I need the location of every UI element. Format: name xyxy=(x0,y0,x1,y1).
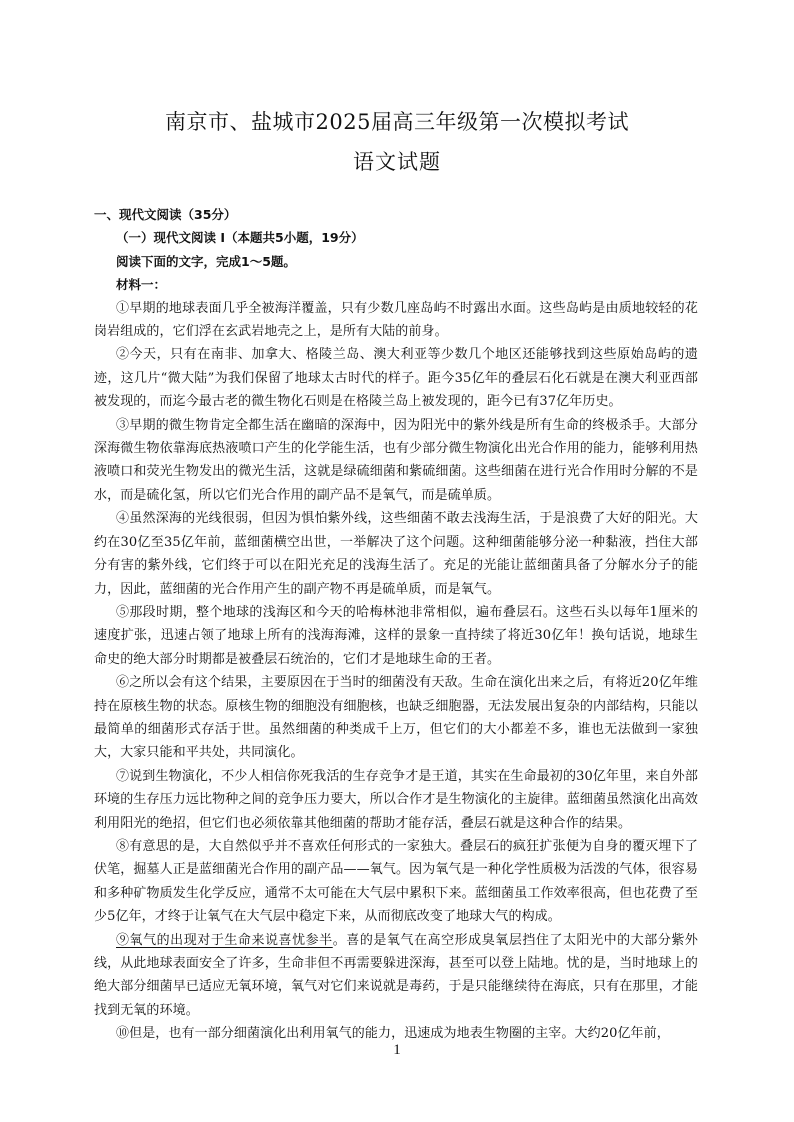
reading-section xyxy=(94,203,698,1046)
exam-subtitle: 语文试题 xyxy=(353,150,441,174)
paragraph-3: ③早期的微生物肯定全都生活在幽暗的深海中，因为阳光中的紫外线是所有生命的终极杀手。大部分深海微生物依靠海底热液喷口产生的化学能生活，也有少部分微生物演化出光合作用的能力，能够利用热液喷口和荧光生物发出的微光生活，这就是绿硫细菌和紫硫细菌。这些细菌在进行光合作用时分解的不是水，而是硫化氢，所以它们光合作用的副产品不是氧气，而是硫单质。 xyxy=(94,417,698,503)
paragraph-5: ⑤那段时期，整个地球的浅海区和今天的哈梅林池非常相似，遍布叠层石。这些石头以每年1厘米的速度扩张，迅速占领了地球上所有的浅海海滩，这样的景象一直持续了将近30亿年！换句话说，地球生命史的绝大部分时期都是被叠层石统治的，它们才是地球生命的王者。 xyxy=(94,604,698,667)
material-label: 材料一： xyxy=(116,277,167,293)
paragraph-10: ⑩但是，也有一部分细菌演化出利用氧气的能力，迅速成为地表生物圈的主宰。大约20亿年前， xyxy=(116,1026,670,1042)
section-heading: 一、现代文阅读（35分） xyxy=(94,207,237,222)
reading-instruction: 阅读下面的文字，完成1～5题。 xyxy=(116,253,296,269)
paragraph-9 xyxy=(94,929,698,1023)
paragraph-6: ⑥之所以会有这个结果，主要原因在于当时的细菌没有天敌。生命在演化出来之后，有将近20亿年维持在原核生物的状态。原核生物的细胞没有细胞核，也缺乏细胞器，无法发展出复杂的内部结构，只能以最简单的细菌形式存活于世。虽然细菌的种类成千上万，但它们的大小都差不多，谁也无法做到一家独大，大家只能和平共处，共同演化。 xyxy=(94,675,698,761)
paragraph-4: ④虽然深海的光线很弱，但因为惧怕紫外线，这些细菌不敢去浅海生活，于是浪费了大好的阳光。大约在30亿至35亿年前，蓝细菌横空出世，一举解决了这个问题。这种细菌能够分泌一种黏液，挡住大部分有害的紫外线，它们终于可以在阳光充足的浅海生活了。充足的光能让蓝细菌具备了分解水分子的能力，因此，蓝细菌的光合作用产生的副产物不再是硫单质，而是氧气。 xyxy=(94,511,698,597)
paragraph-1: ①早期的地球表面几乎全被海洋覆盖，只有少数几座岛屿不时露出水面。这些岛屿是由质地较轻的花岗岩组成的，它们浮在玄武岩地壳之上，是所有大陆的前身。 xyxy=(94,300,698,340)
page-number: 1 xyxy=(393,1042,401,1058)
paragraph-9-rest: 。喜的是氧气在高空形成臭氧层挡住了太阳光中的大部分紫外线，从此地球表面安全了许多，生命非但不再需要躲进深海，甚至可以登上陆地。忧的是，当时地球上的绝大部分细菌早已适应无氧环境，氧气对它们来说就是毒药，于是只能继续待在海底，只有在那里，才能找到无氧的环境。 xyxy=(94,932,699,1018)
paragraph-2: ②今天，只有在南非、加拿大、格陵兰岛、澳大利亚等少数几个地区还能够找到这些原始岛屿的遗迹，这几片“微大陆”为我们保留了地球太古时代的样子。距今35亿年的叠层石化石就是在澳大利亚西部被发现的，而迄今最古老的微生物化石则是在格陵兰岛上被发现的，距今已有37亿年历史。 xyxy=(94,347,698,410)
paragraph-7: ⑦说到生物演化，不少人相信你死我活的生存竞争才是王道，其实在生命最初的30亿年里，来自外部环境的生存压力远比物种之间的竞争压力要大，所以合作才是生物演化的主旋律。蓝细菌虽然演化出高效利用阳光的绝招，但它们也必须依靠其他细菌的帮助才能存活，叠层石就是这种合作的结果。 xyxy=(94,768,698,831)
paragraph-8: ⑧有意思的是，大自然似乎并不喜欢任何形式的一家独大。叠层石的疯狂扩张便为自身的覆灭埋下了伏笔，掘墓人正是蓝细菌光合作用的副产品——氧气。因为氧气是一种化学性质极为活泼的气体，很容易和多种矿物质发生化学反应，通常不太可能在大气层中累积下来。蓝细菌虽工作效率很高，但也花费了至少5亿年，才终于让氧气在大气层中稳定下来，从而彻底改变了地球大气的构成。 xyxy=(94,838,698,925)
underlined-sentence: ⑨氧气的出现对于生命来说喜忧参半 xyxy=(116,932,333,948)
part-heading: （一）现代文阅读 I（本题共5小题，19分） xyxy=(116,230,364,246)
exam-title: 南京市、盐城市2025届高三年级第一次模拟考试 xyxy=(165,110,629,134)
